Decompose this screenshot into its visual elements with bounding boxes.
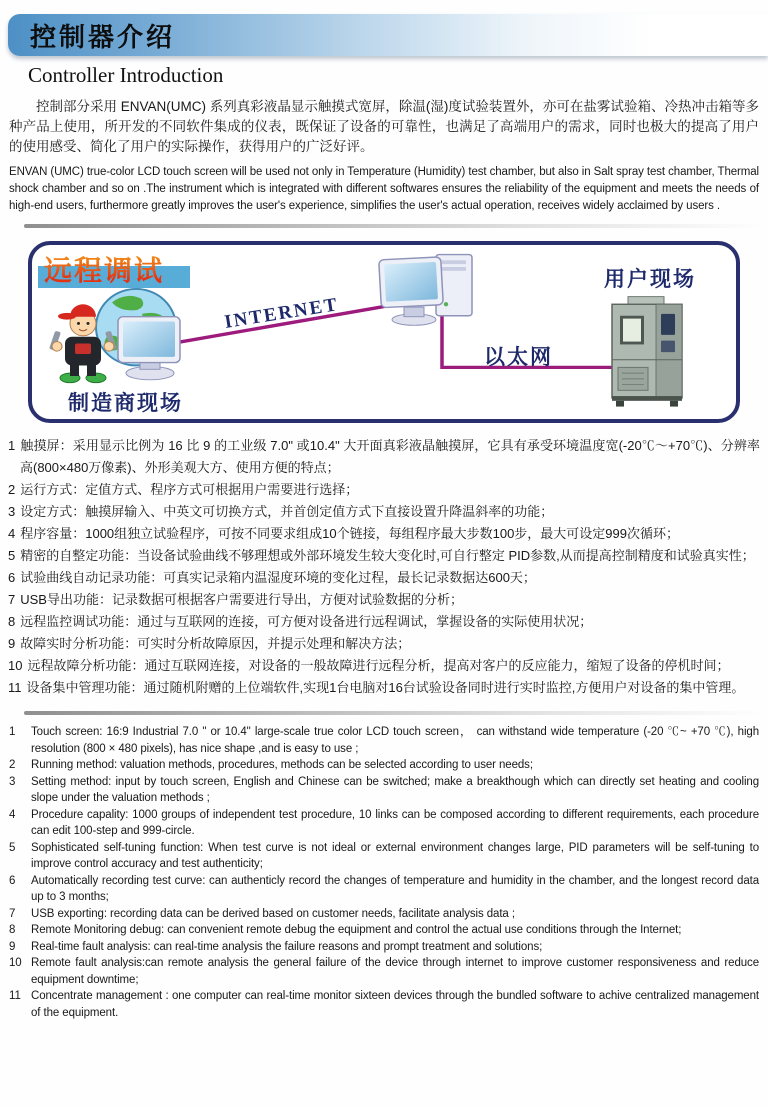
features-list-en — [9, 724, 759, 1021]
feature-number: 7 — [9, 907, 16, 920]
remote-debug-label: 远程调试 — [44, 249, 164, 289]
feature-item-cn — [8, 589, 760, 611]
feature-item-en — [9, 988, 759, 1021]
feature-number: 10 — [8, 658, 23, 673]
feature-text: 设定方式：触摸屏输入、中英文可切换方式，并首创定值方式下直接设置升降温斜率的功能； — [20, 504, 554, 519]
section-divider — [24, 711, 764, 715]
user-computer-icon — [379, 255, 472, 326]
feature-text: Touch screen: 16:9 Industrial 7.0 " or 10.4" large-scale true color LCD touch screen， can withstand wide temperature (-20 ℃~ +70 ℃), high resolution (800 × 480 pixels), has nice shape ,and is easy to use ; — [31, 726, 759, 755]
network-diagram — [28, 241, 740, 423]
feature-number: 9 — [8, 636, 16, 651]
feature-text: 触摸屏：采用显示比例为 16 比 9 的工业级 7.0" 或10.4" 大开面真彩液晶触摸屏，它具有承受环境温度宽(-20℃～+70℃)、分辨率高(800×480万像素)、外形美观大方、使用方便的特点； — [20, 438, 760, 475]
feature-number: 9 — [9, 940, 16, 953]
feature-number: 4 — [8, 526, 16, 541]
feature-item-en — [9, 955, 759, 988]
feature-text: Procedure capality: 1000 groups of independent test procedure, 10 links can be composed according to different requirements, each procedure can edit 100-step and 999-circle. — [31, 808, 759, 837]
feature-text: USB exporting: recording data can be derived based on customer needs, facilitate analysis data ; — [31, 907, 515, 920]
feature-number: 4 — [9, 808, 16, 821]
feature-number: 6 — [8, 570, 16, 585]
feature-number: 5 — [8, 548, 16, 563]
feature-number: 7 — [8, 592, 16, 607]
feature-item-cn — [8, 479, 760, 501]
feature-text: 远程监控调试功能：通过与互联网的连接，可方便对设备进行远程调试，掌握设备的实际使用状况； — [20, 614, 593, 629]
feature-item-en — [9, 939, 759, 956]
feature-number: 6 — [9, 874, 16, 887]
section-divider — [24, 224, 764, 228]
feature-item-cn — [8, 633, 760, 655]
manufacturer-site-label: 制造商现场 — [68, 392, 183, 415]
features-list-cn — [8, 435, 760, 699]
feature-text: 程序容量：1000组独立试验程序，可按不同要求组成10个链接，每组程序最大步数100步，最大可设定999次循环； — [20, 526, 679, 541]
feature-number: 1 — [9, 726, 16, 738]
user-site-label: 用户现场 — [604, 268, 696, 291]
feature-item-en — [9, 757, 759, 774]
section-banner — [8, 14, 768, 56]
feature-number: 10 — [9, 957, 22, 969]
feature-item-cn — [8, 501, 760, 523]
feature-number: 1 — [8, 438, 16, 453]
feature-text: Running method: valuation methods, procedures, methods can be selected according to user needs; — [31, 759, 533, 771]
feature-number: 8 — [9, 924, 16, 936]
ethernet-label: 以太网 — [484, 346, 553, 369]
feature-item-en — [9, 807, 759, 840]
feature-item-en — [9, 922, 759, 939]
feature-item-cn — [8, 435, 760, 479]
feature-text: Automatically recording test curve: can authenticly record the changes of temperature and humidity in the chamber, and the longest record data up to 3 months; — [31, 874, 759, 903]
feature-item-cn — [8, 567, 760, 589]
feature-text: Setting method: input by touch screen, English and Chinese can be switched; make a breakthough which can directly set heating and cooling slope under the valuation methods ; — [31, 775, 759, 804]
feature-text: Concentrate management : one computer can real-time monitor sixteen devices through the bundled software to achive centralized management of the equipment. — [31, 990, 759, 1019]
feature-number: 8 — [8, 614, 16, 629]
feature-item-en — [9, 840, 759, 873]
feature-item-cn — [8, 545, 760, 567]
intro-paragraph-en: ENVAN (UMC) true-color LCD touch screen will be used not only in Temperature (Humidity) test chamber, but also in Salt spray test chamber, Thermal shock chamber and so on .The instrument which is integrated with different softwares ensures the reliability of the equipment and meets the needs of high-end users, furthermore greatly improves the user's experience, simplifies the user's actual operation, receives widely acclaimed by users . — [9, 166, 759, 212]
feature-item-en — [9, 873, 759, 906]
feature-item-en — [9, 774, 759, 807]
feature-text: 远程故障分析功能：通过互联网连接，对设备的一般故障进行远程分析，提高对客户的反应能力，缩短了设备的停机时间； — [27, 658, 730, 673]
feature-number: 11 — [8, 680, 22, 695]
manufacturer-monitor-icon — [118, 317, 180, 380]
feature-text: 运行方式：定值方式、程序方式可根据用户需要进行选择； — [20, 482, 359, 497]
feature-item-cn — [8, 523, 760, 545]
internet-label: INTERNET — [222, 294, 341, 333]
feature-number: 5 — [9, 841, 16, 854]
test-chamber-icon — [612, 297, 682, 407]
feature-text: Remote Monitoring debug: can convenient remote debug the equipment and control the actual use conditions through the Internet; — [31, 924, 682, 936]
feature-text: Remote fault analysis:can remote analysis the general failure of the device through internet to improve customer responsiveness and reduce equipment downtime; — [31, 957, 759, 986]
feature-number: 2 — [9, 759, 16, 771]
feature-number: 11 — [9, 990, 21, 1002]
feature-number: 3 — [8, 504, 16, 519]
feature-number: 2 — [8, 482, 16, 497]
feature-text: Real-time fault analysis: can real-time analysis the failure reasons and prompt treatment and solutions; — [31, 940, 543, 953]
feature-text: USB导出功能：记录数据可根据客户需要进行导出，方便对试验数据的分析； — [20, 592, 463, 607]
feature-text: 试验曲线自动记录功能：可真实记录箱内温湿度环境的变化过程，最长记录数据达600天； — [20, 570, 536, 585]
feature-number: 3 — [9, 775, 16, 788]
page-title-cn: 控制器介绍 — [30, 21, 176, 52]
feature-text: 设备集中管理功能：通过随机附赠的上位端软件,实现1台电脑对16台试验设备同时进行实时监控,方便用户对设备的集中管理。 — [26, 680, 745, 695]
feature-item-en — [9, 906, 759, 923]
feature-text: 精密的自整定功能：当设备试验曲线不够理想或外部环境发生较大变化时,可自行整定 PID参数,从而提高控制精度和试验真实性； — [20, 548, 755, 563]
feature-text: 故障实时分析功能：可实时分析故障原因，并提示处理和解决方法； — [20, 636, 411, 651]
feature-item-en — [9, 724, 759, 757]
intro-paragraph-cn: 控制部分采用 ENVAN(UMC) 系列真彩液晶显示触摸式宽屏，除温(湿)度试验装置外，亦可在盐雾试验箱、冷热冲击箱等多种产品上使用，所开发的不同软件集成的仪表，既保证了设备的可靠性，也满足了高端用户的需求，同时也极大的提高了用户的使用感受、简化了用户的实际操作，获得用户的广泛好评。 — [9, 99, 759, 154]
page-title-en: Controller Introduction — [28, 63, 224, 87]
feature-item-cn — [8, 611, 760, 633]
feature-item-cn — [8, 655, 760, 677]
feature-item-cn — [8, 677, 760, 699]
feature-text: Sophisticated self-tuning function: When test curve is not ideal or external environment changes large, PID parameters will be self-tuning to improve control accuracy and test authenticity; — [31, 841, 759, 870]
